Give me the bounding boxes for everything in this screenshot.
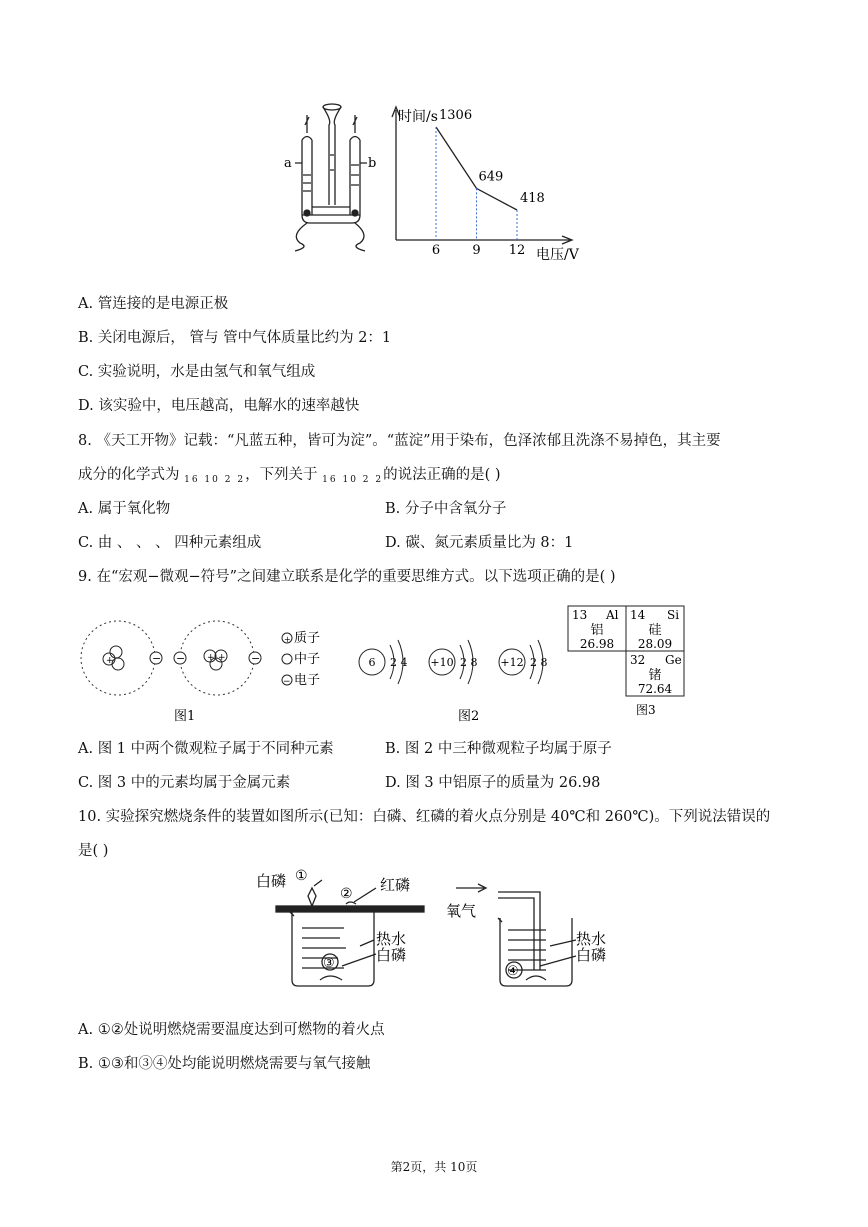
q9-stem: 9. 在“宏观−微观−符号”之间建立联系是化学的重要思维方式。以下选项正确的是( ) (78, 569, 616, 585)
data-label-649: 649 (478, 169, 504, 185)
q8-option-c: C. 由 、 、 、 四种元素组成 (78, 535, 262, 551)
atom-3-nucleus: +12 (500, 656, 524, 669)
al-number: 13 (572, 608, 588, 622)
ge-symbol: Ge (665, 653, 682, 667)
q7-option-d: D. 该实验中，电压越高，电解水的速率越快 (78, 398, 360, 414)
fig1-caption: 图1 (174, 709, 196, 724)
fig3-caption: 图3 (636, 703, 656, 717)
electrolysis-apparatus (295, 104, 367, 251)
q10-option-a: A. ①②处说明燃烧需要温度达到可燃物的着火点 (78, 1022, 385, 1038)
atom-1-shells: 2 4 (390, 656, 408, 669)
q10-combustion-figure (250, 866, 630, 990)
formula-subscripts: 16 10 2 2 (184, 475, 246, 485)
legend-electron: 电子 (294, 673, 321, 688)
q7-option-a: A. 管连接的是电源正极 (78, 296, 229, 312)
label-hot-water-2: 热水 (576, 930, 607, 948)
q9-option-b: B. 图 2 中三种微观粒子均属于原子 (385, 741, 612, 757)
formula-subscripts-2: 16 10 2 2 (322, 475, 384, 485)
q10-option-b: B. ①③和③④处均能说明燃烧需要与氧气接触 (78, 1056, 371, 1072)
label-white-phosphorus: 白磷 (256, 872, 287, 890)
x-tick-6: 6 (431, 243, 441, 258)
q7-option-c: C. 实验说明，水是由氢气和氧气组成 (78, 364, 316, 380)
svg-text:−: − (152, 652, 162, 665)
q8-stem-line2 (78, 465, 501, 490)
atom-2-shells: 2 8 (460, 656, 478, 669)
q8-option-a: A. 属于氧化物 (78, 501, 171, 517)
q9-figure-1 (76, 612, 356, 724)
q8-stem-part1: 成分的化学式为 (78, 467, 180, 483)
q10-stem-line1: 10. 实验探究燃烧条件的装置如图所示(已知：白磷、红磷的着火点分别是 40℃和 260℃)。下列说法错误的 (78, 809, 771, 825)
page-footer: 第2页，共 10页 (390, 1160, 478, 1174)
marker-1: ① (295, 868, 308, 884)
marker-2: ② (340, 886, 353, 902)
q8-stem-part3: 的说法正确的是( ) (383, 467, 501, 483)
x-axis-label: 电压/V (536, 247, 579, 263)
data-label-1306: 1306 (439, 107, 473, 123)
ge-mass: 72.64 (637, 682, 673, 696)
x-tick-9: 9 (472, 243, 481, 258)
legend-proton: 质子 (294, 631, 321, 646)
ge-name: 锗 (648, 668, 662, 683)
al-mass: 26.98 (579, 637, 615, 651)
si-name: 硅 (648, 623, 662, 638)
si-mass: 28.09 (637, 637, 673, 651)
data-label-418: 418 (520, 191, 545, 206)
q8-stem-part2: ，下列关于 (245, 467, 318, 483)
atom-1-nucleus: 6 (368, 656, 376, 669)
al-symbol: Al (606, 608, 619, 622)
ge-number: 32 (630, 653, 646, 667)
q9-option-a: A. 图 1 中两个微观粒子属于不同种元素 (78, 741, 334, 757)
si-number: 14 (630, 608, 646, 622)
al-name: 铝 (590, 623, 604, 638)
svg-text:+: + (106, 656, 114, 666)
fig2-caption: 图2 (458, 709, 480, 724)
svg-text:−: − (251, 652, 261, 665)
q8-stem-line1: 8. 《天工开物》记载：“凡蓝五种，皆可为淀”。“蓝淀”用于染布，色泽浓郁且洗涤不易掉色，其主要 (78, 433, 721, 449)
q9-option-c: C. 图 3 中的元素均属于金属元素 (78, 775, 291, 791)
voltage-time-chart (392, 107, 580, 263)
svg-text:+: + (284, 635, 291, 644)
label-white-phosphorus-2: 白磷 (576, 946, 607, 964)
svg-text:−: − (283, 677, 291, 687)
atom-3-shells: 2 8 (530, 656, 548, 669)
q8-option-d: D. 碳、氮元素质量比为 8：1 (385, 535, 574, 551)
x-tick-12: 12 (508, 243, 526, 258)
svg-text:−: − (176, 652, 186, 665)
label-oxygen: 氧气 (446, 902, 477, 920)
label-white-phosphorus-under: 白磷 (376, 946, 407, 964)
q9-option-d: D. 图 3 中铝原子的质量为 26.98 (385, 775, 601, 791)
label-hot-water: 热水 (376, 930, 407, 948)
q10-stem-line2: 是( ) (78, 843, 109, 859)
label-b: b (368, 156, 377, 171)
si-symbol: Si (667, 608, 680, 622)
label-a: a (284, 156, 292, 171)
legend-neutron: 中子 (294, 652, 321, 667)
q9-figure-2 (350, 630, 570, 724)
svg-text:+: + (207, 653, 215, 663)
svg-text:+: + (218, 653, 226, 663)
y-axis-label: 时间/s (398, 109, 438, 125)
marker-4: ④ (507, 964, 519, 979)
marker-3: ③ (323, 956, 335, 971)
q8-option-b: B. 分子中含氧分子 (385, 501, 507, 517)
label-red-phosphorus: 红磷 (380, 876, 411, 894)
atom-2-nucleus: +10 (430, 656, 454, 669)
q9-figure-3 (566, 604, 696, 720)
q7-option-b: B. 关闭电源后， 管与 管中气体质量比约为 2：1 (78, 330, 392, 346)
electrolysis-figure (280, 95, 600, 265)
